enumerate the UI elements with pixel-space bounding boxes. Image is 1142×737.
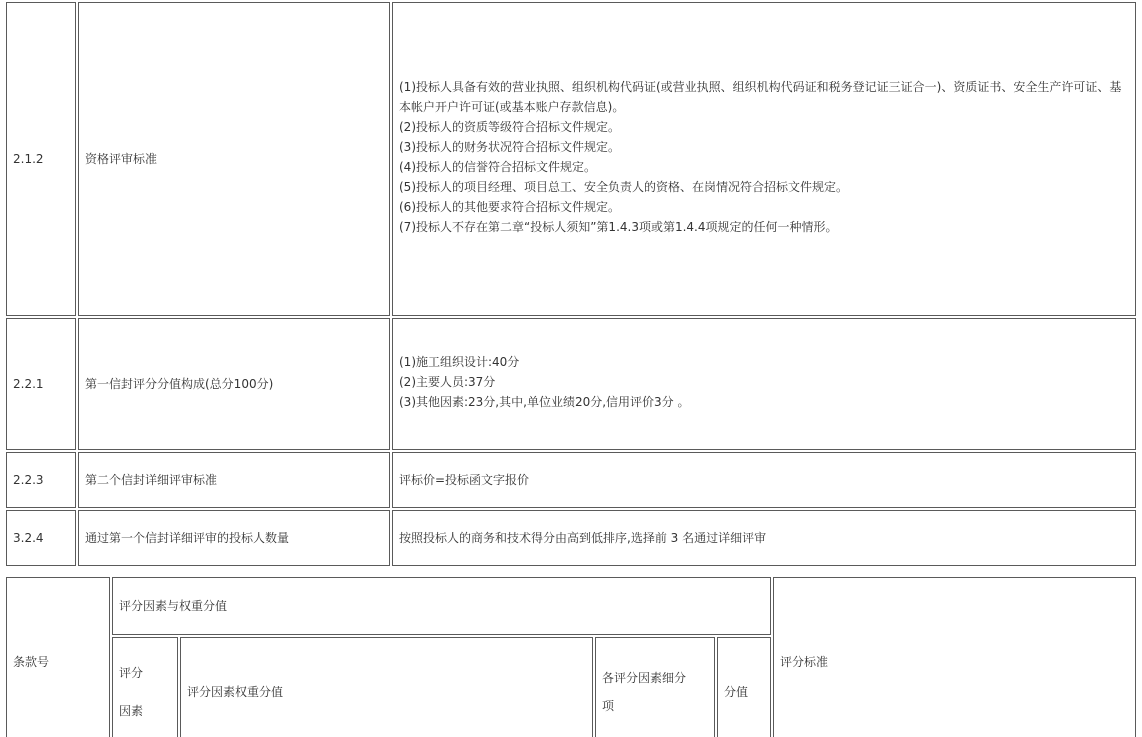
criteria-cell: 评标价=投标函文字报价 <box>392 452 1136 508</box>
factor-weight-value-header: 评分因素权重分值 <box>180 637 593 737</box>
sub-item-header-line: 各评分因素细分 <box>602 671 687 685</box>
table-row <box>6 577 1136 635</box>
criteria-item: (3)其他因素:23分,其中,单位业绩20分,信用评价3分 。 <box>399 395 690 409</box>
clause-number: 2.2.3 <box>6 452 76 508</box>
sub-item-header-line: 项 <box>602 699 615 713</box>
criteria-item: (7)投标人不存在第二章“投标人须知”第1.4.3项或第1.4.4项规定的任何一种情形。 <box>399 220 838 234</box>
table-row <box>6 318 1136 450</box>
criteria-item: (3)投标人的财务状况符合招标文件规定。 <box>399 140 620 154</box>
clause-title: 通过第一个信封详细评审的投标人数量 <box>78 510 390 566</box>
criteria-item: (5)投标人的项目经理、项目总工、安全负责人的资格、在岗情况符合招标文件规定。 <box>399 180 849 194</box>
sub-item-header <box>595 637 715 737</box>
clause-title: 第一信封评分分值构成(总分100分) <box>78 318 390 450</box>
evaluation-criteria-table <box>4 0 1138 568</box>
clause-number: 3.2.4 <box>6 510 76 566</box>
table-row <box>6 2 1136 316</box>
clause-number: 2.1.2 <box>6 2 76 316</box>
criteria-item: (2)主要人员:37分 <box>399 375 496 389</box>
criteria-item: (4)投标人的信誉符合招标文件规定。 <box>399 160 596 174</box>
factor-weight-header: 评分因素与权重分值 <box>112 577 771 635</box>
scoring-standard-header: 评分标准 <box>773 577 1136 737</box>
criteria-cell <box>392 318 1136 450</box>
table-row <box>6 510 1136 566</box>
factor-header <box>112 637 178 737</box>
scoring-header-table <box>4 575 1138 737</box>
clause-title: 资格评审标准 <box>78 2 390 316</box>
criteria-item: (2)投标人的资质等级符合招标文件规定。 <box>399 120 620 134</box>
table-row <box>6 452 1136 508</box>
criteria-item: (1)投标人具备有效的营业执照、组织机构代码证(或营业执照、组织机构代码证和税务登记证三证合一)、资质证书、安全生产许可证、基本帐户开户许可证(或基本账户存款信息)。 <box>399 80 1122 114</box>
criteria-cell <box>392 2 1136 316</box>
criteria-item: (1)施工组织设计:40分 <box>399 355 520 369</box>
score-header: 分值 <box>717 637 771 737</box>
factor-header-line: 因素 <box>119 704 144 718</box>
clause-title: 第二个信封详细评审标准 <box>78 452 390 508</box>
factor-header-line: 评分 <box>119 666 144 680</box>
criteria-item: (6)投标人的其他要求符合招标文件规定。 <box>399 200 620 214</box>
clause-no-header: 条款号 <box>6 577 110 737</box>
criteria-cell: 按照投标人的商务和技术得分由高到低排序,选择前 3 名通过详细评审 <box>392 510 1136 566</box>
clause-number: 2.2.1 <box>6 318 76 450</box>
